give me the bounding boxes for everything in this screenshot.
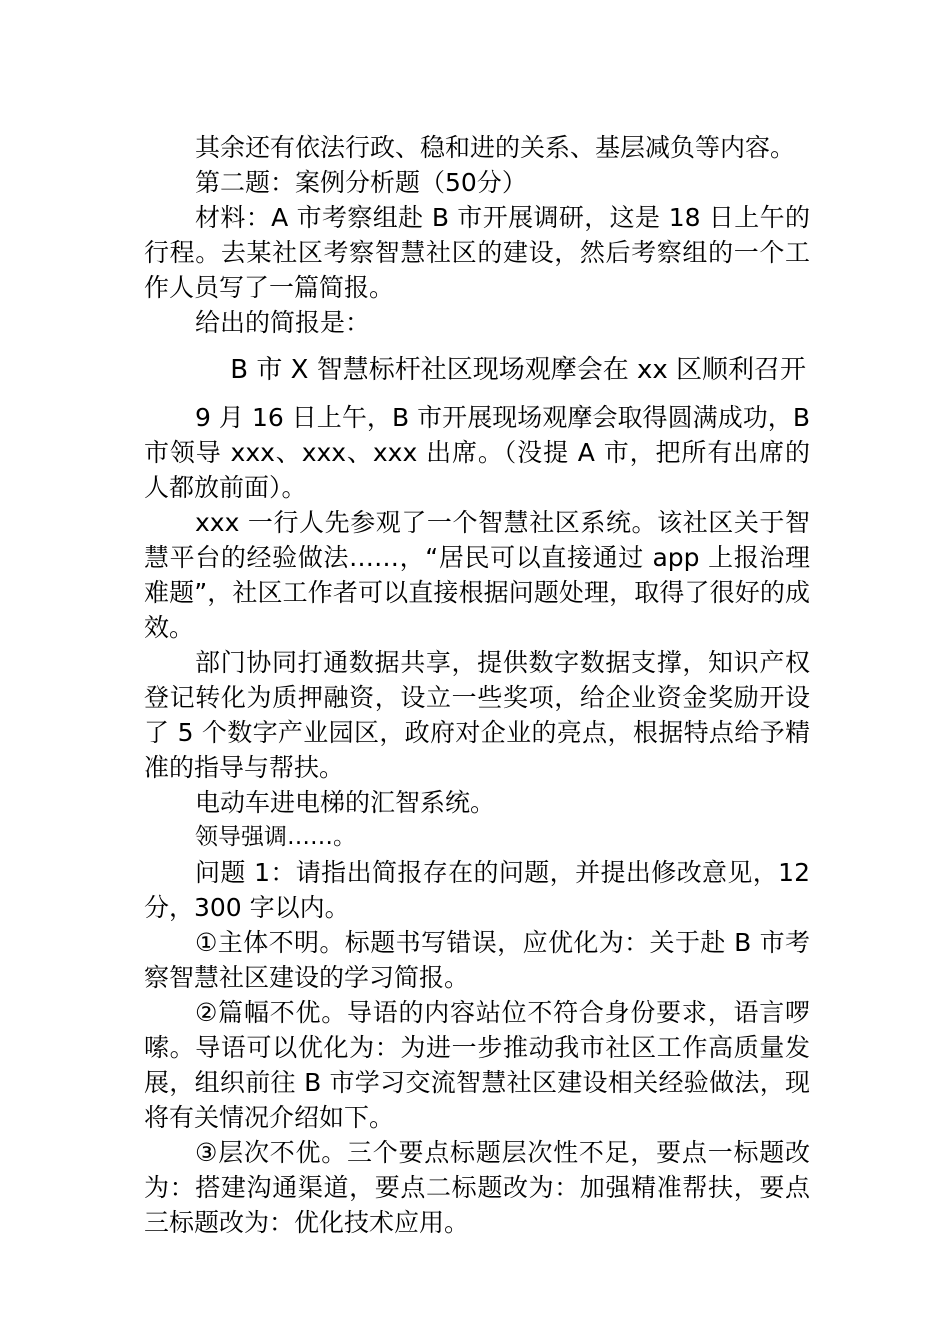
answer-point-2: ②篇幅不优。导语的内容站位不符合身份要求，语言啰嗦。导语可以优化为：为进一步推动我市社区工作高质量发展，组织前往 B 市学习交流智慧社区建设相关经验做法，现将有关情况介绍如下。 xyxy=(144,998,810,1132)
document-page xyxy=(144,130,810,1240)
paragraph-material: 材料：A 市考察组赴 B 市开展调研，这是 18 日上午的行程。去某社区考察智慧社区的建设，然后考察组的一个工作人员写了一篇简报。 xyxy=(144,203,810,302)
paragraph-briefing-lead: 9 月 16 日上午，B 市开展现场观摩会取得圆满成功，B 市领导 xxx、xxx、xxx 出席。（没提 A 市，把所有出席的人都放前面）。 xyxy=(144,403,810,502)
paragraph-briefing-visit: xxx 一行人先参观了一个智慧社区系统。该社区关于智慧平台的经验做法……，“居民可以直接通过 app 上报治理难题”，社区工作者可以直接根据问题处理，取得了很好的成效。 xyxy=(144,508,810,642)
paragraph-briefing-intro: 给出的简报是： xyxy=(195,308,371,337)
question-two-heading: 第二题：案例分析题（50分） xyxy=(195,168,527,197)
question-one: 问题 1：请指出简报存在的问题，并提出修改意见，12 分，300 字以内。 xyxy=(144,858,810,922)
answer-point-1: ①主体不明。标题书写错误，应优化为：关于赴 B 市考察智慧社区建设的学习简报。 xyxy=(144,928,810,992)
briefing-title: B 市 X 智慧标杆社区现场观摩会在 xx 区顺利召开 xyxy=(230,355,806,385)
paragraph-briefing-leader: 领导强调……。 xyxy=(195,824,356,850)
paragraph-briefing-data-sharing: 部门协同打通数据共享，提供数字数据支撑，知识产权登记转化为质押融资，设立一些奖项，给企业资金奖励开设了 5 个数字产业园区，政府对企业的亮点，根据特点给予精准的指导与帮扶。 xyxy=(144,648,810,782)
paragraph-briefing-elevator: 电动车进电梯的汇智系统。 xyxy=(195,788,496,817)
answer-point-3: ③层次不优。三个要点标题层次性不足，要点一标题改为：搭建沟通渠道，要点二标题改为：加强精准帮扶，要点三标题改为：优化技术应用。 xyxy=(144,1138,810,1237)
paragraph-other-topics: 其余还有依法行政、稳和进的关系、基层减负等内容。 xyxy=(195,133,796,162)
